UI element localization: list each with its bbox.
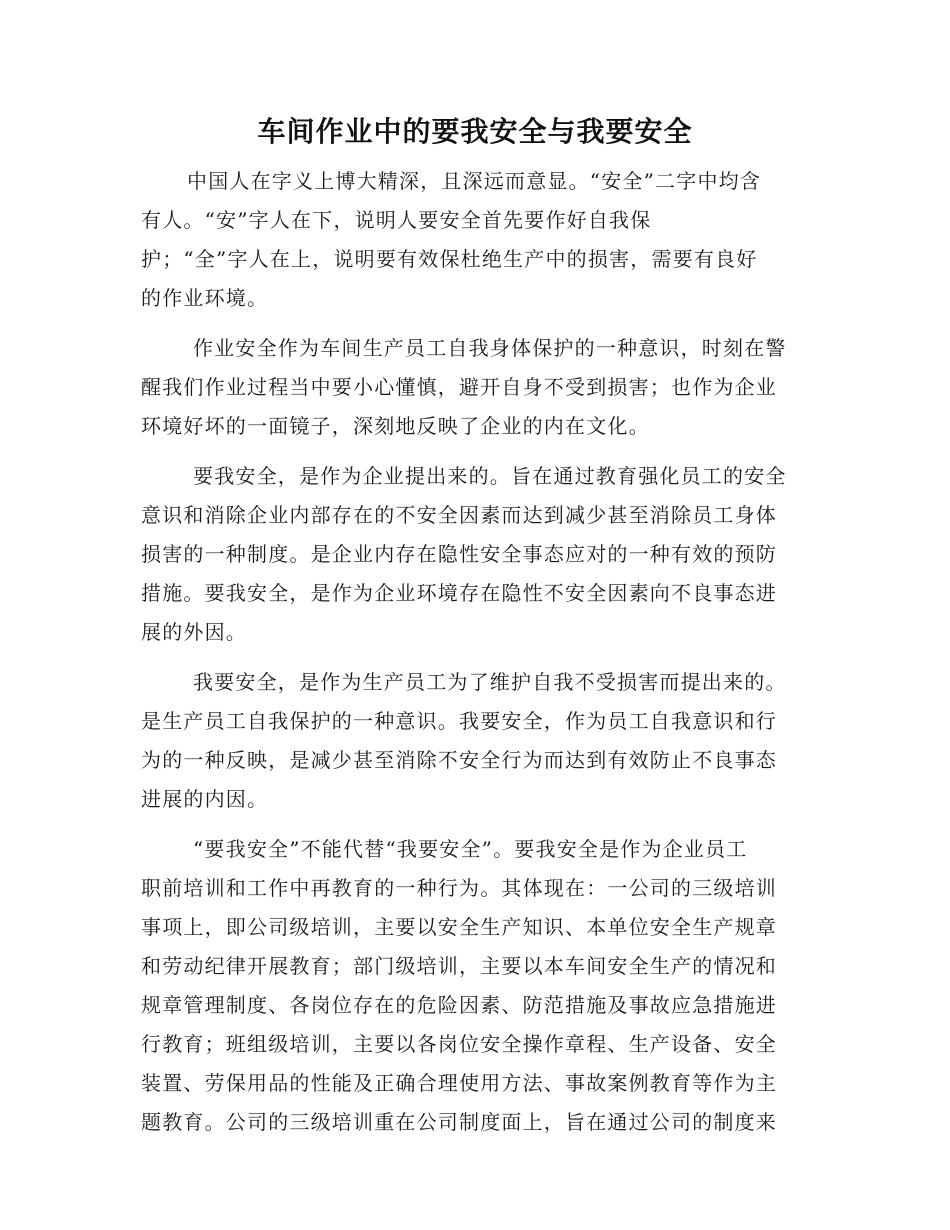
text-line: 行教育；班组级培训，主要以各岗位安全操作章程、生产设备、安全	[141, 1032, 777, 1056]
text-line: 规章管理制度、各岗位存在的危险因素、防范措施及事故应急措施进	[141, 993, 777, 1017]
paragraph-2	[141, 329, 811, 446]
text-line: 要我安全，是作为企业提出来的。旨在通过教育强化员工的安全	[193, 464, 787, 488]
document-body	[141, 162, 811, 1153]
text-line: 中国人在字义上博大精深，且深远而意显。“安全”二字中均含	[187, 169, 762, 193]
text-line: 的作业环境。	[141, 286, 269, 310]
paragraph-4	[141, 663, 811, 819]
text-line: 有人。“安”字人在下，说明人要安全首先要作好自我保	[141, 208, 652, 232]
text-line: 是生产员工自我保护的一种意识。我要安全，作为员工自我意识和行	[141, 709, 777, 733]
text-line: 为的一种反映，是减少甚至消除不安全行为而达到有效防止不良事态	[141, 748, 777, 772]
text-line: 我要安全，是作为生产员工为了维护自我不受损害而提出来的。	[193, 670, 787, 694]
paragraph-1	[141, 162, 811, 318]
text-line: 损害的一种制度。是企业内存在隐性安全事态应对的一种有效的预防	[141, 542, 777, 566]
text-line: 醒我们作业过程当中要小心懂慎，避开自身不受到损害；也作为企业	[141, 375, 777, 399]
text-line: 装置、劳保用品的性能及正确合理使用方法、事故案例教育等作为主	[141, 1071, 777, 1095]
text-line: 和劳动纪律开展教育；部门级培训，主要以本车间安全生产的情况和	[141, 954, 777, 978]
paragraph-3	[141, 457, 811, 652]
text-line: 护；“全”字人在上，说明要有效保杜绝生产中的损害，需要有良好	[141, 247, 758, 271]
text-line: 环境好坏的一面镜子，深刻地反映了企业的内在文化。	[141, 414, 650, 438]
text-line: 职前培训和工作中再教育的一种行为。其体现在：一公司的三级培训	[141, 876, 777, 900]
text-line: 措施。要我安全，是作为企业环境存在隐性不安全因素向不良事态进	[141, 581, 777, 605]
text-line: 进展的内因。	[141, 787, 269, 811]
text-line: 意识和消除企业内部存在的不安全因素而达到减少甚至消除员工身体	[141, 503, 777, 527]
paragraph-5	[141, 830, 811, 1142]
text-line: 题教育。公司的三级培训重在公司制度面上，旨在通过公司的制度来	[141, 1110, 777, 1134]
text-line: 作业安全作为车间生产员工自我身体保护的一种意识，时刻在警	[193, 336, 787, 360]
text-line: 事项上，即公司级培训，主要以安全生产知识、本单位安全生产规章	[141, 915, 777, 939]
text-line: “要我安全”不能代替“我要安全”。要我安全是作为企业员工	[193, 837, 748, 861]
document-title: 车间作业中的要我安全与我要安全	[257, 115, 693, 148]
text-line: 展的外因。	[141, 620, 247, 644]
